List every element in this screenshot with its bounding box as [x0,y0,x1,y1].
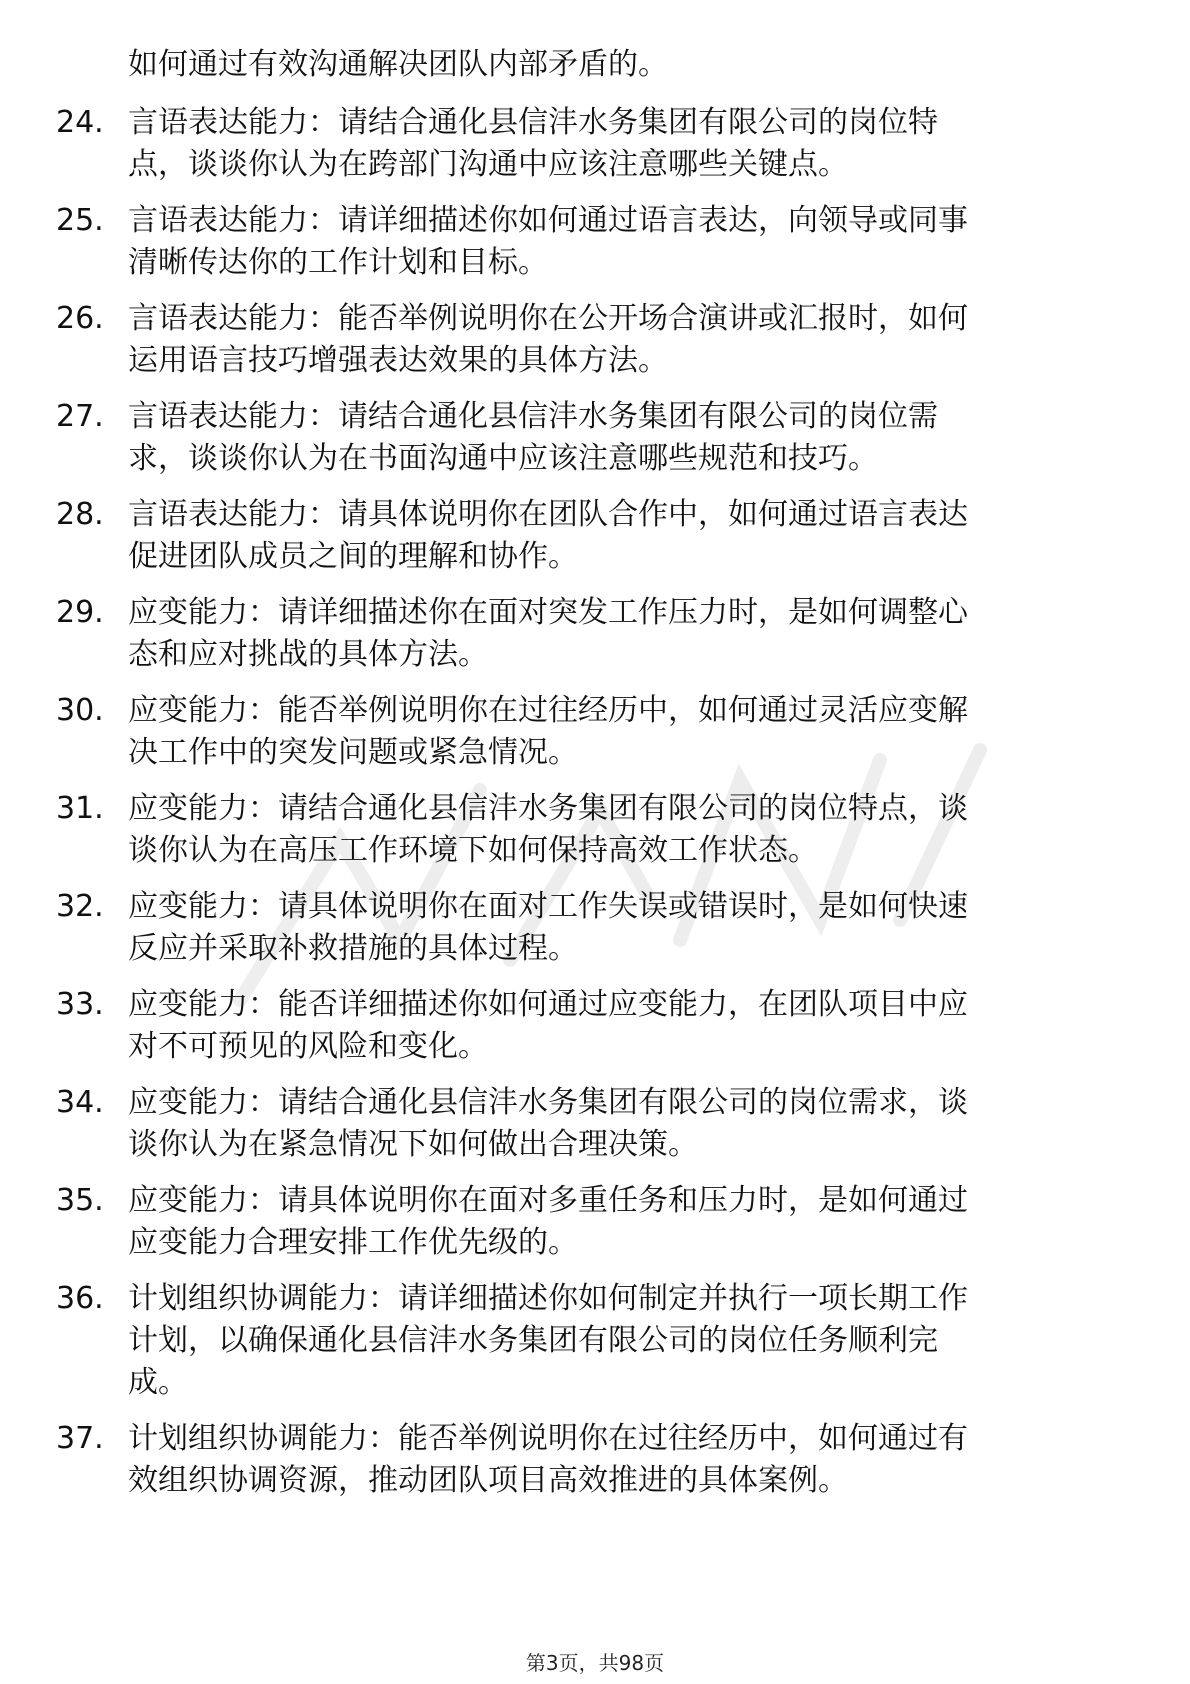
page-footer: 第3页，共98页 [525,1651,665,1675]
question-text [128,200,1118,284]
question-text [128,690,1118,774]
question-line: 运用语言技巧增强表达效果的具体方法。 [128,343,668,378]
question-line: 对不可预见的风险和变化。 [128,1029,488,1064]
question-number: 27. [56,399,104,434]
question-line: 应变能力：请结合通化县信沣水务集团有限公司的岗位特点，谈 [128,791,968,826]
question-line: 应变能力：能否举例说明你在过往经历中，如何通过灵活应变解 [128,693,968,728]
question-line: 促进团队成员之间的理解和协作。 [128,539,578,574]
question-text [128,1418,1118,1502]
question-text [128,102,1118,186]
question-line: 反应并采取补救措施的具体过程。 [128,931,578,966]
question-line: 应变能力合理安排工作优先级的。 [128,1225,578,1260]
continuation-text: 如何通过有效沟通解决团队内部矛盾的。 [128,47,668,82]
question-text [128,396,1118,480]
question-line: 言语表达能力：能否举例说明你在公开场合演讲或汇报时，如何 [128,301,968,336]
question-line: 态和应对挑战的具体方法。 [128,637,488,672]
question-line: 言语表达能力：请结合通化县信沣水务集团有限公司的岗位特 [128,105,938,140]
question-line: 清晰传达你的工作计划和目标。 [128,245,548,280]
question-line: 点，谈谈你认为在跨部门沟通中应该注意哪些关键点。 [128,147,848,182]
question-line: 谈你认为在高压工作环境下如何保持高效工作状态。 [128,833,818,868]
question-number: 25. [56,203,104,238]
question-text [128,984,1118,1068]
question-line: 应变能力：请具体说明你在面对工作失误或错误时，是如何快速 [128,889,968,924]
question-number: 32. [56,889,104,924]
question-number: 31. [56,791,104,826]
question-text [128,788,1118,872]
question-line: 言语表达能力：请具体说明你在团队合作中，如何通过语言表达 [128,497,968,532]
question-line: 计划组织协调能力：能否举例说明你在过往经历中，如何通过有 [128,1421,968,1456]
question-number: 33. [56,987,104,1022]
question-text [128,494,1118,578]
question-text [128,592,1118,676]
question-number: 29. [56,595,104,630]
question-number: 24. [56,105,104,140]
question-line: 成。 [128,1365,188,1400]
question-text [128,1180,1118,1264]
question-line: 言语表达能力：请详细描述你如何通过语言表达，向领导或同事 [128,203,968,238]
question-line: 计划组织协调能力：请详细描述你如何制定并执行一项长期工作 [128,1281,968,1316]
question-number: 26. [56,301,104,336]
question-line: 应变能力：请详细描述你在面对突发工作压力时，是如何调整心 [128,595,968,630]
question-number: 35. [56,1183,104,1218]
question-line: 谈你认为在紧急情况下如何做出合理决策。 [128,1127,698,1162]
question-line: 应变能力：请结合通化县信沣水务集团有限公司的岗位需求，谈 [128,1085,968,1120]
question-line: 决工作中的突发问题或紧急情况。 [128,735,578,770]
question-number: 28. [56,497,104,532]
question-text [128,1082,1118,1166]
question-line: 言语表达能力：请结合通化县信沣水务集团有限公司的岗位需 [128,399,938,434]
question-line: 求，谈谈你认为在书面沟通中应该注意哪些规范和技巧。 [128,441,878,476]
question-text [128,298,1118,382]
question-line: 应变能力：请具体说明你在面对多重任务和压力时，是如何通过 [128,1183,968,1218]
question-number: 37. [56,1421,104,1456]
question-number: 36. [56,1281,104,1316]
question-text [128,1278,1118,1404]
question-number: 34. [56,1085,104,1120]
question-text [128,886,1118,970]
question-number: 30. [56,693,104,728]
question-line: 应变能力：能否详细描述你如何通过应变能力，在团队项目中应 [128,987,968,1022]
question-line: 效组织协调资源，推动团队项目高效推进的具体案例。 [128,1463,848,1498]
question-line: 计划，以确保通化县信沣水务集团有限公司的岗位任务顺利完 [128,1323,938,1358]
